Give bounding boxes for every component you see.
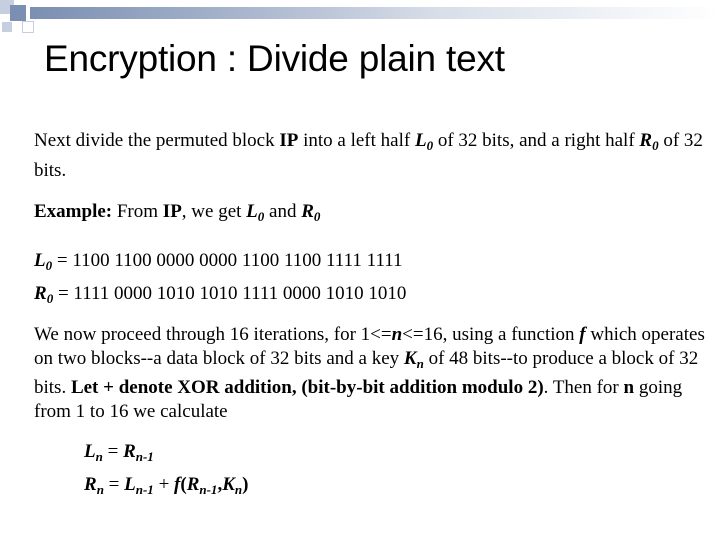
r0-value-line: $R_0 = 1111$ 0000 1010 1010 1111 0000 1010 1010 xyxy=(34,283,407,306)
block-values xyxy=(34,247,714,313)
deco-square-light-small xyxy=(2,22,12,32)
title-decoration xyxy=(0,0,720,34)
r0-symbol: $R_0$ xyxy=(639,130,659,153)
iterations-paragraph: We now proceed through 16 iterations, for 1<=n<=16, using a function f which operates on two blocks--a data block of 32 bits and a key $K_n$ of 48 bits--to produce a block of 32 bits. Let + denote XOR addition, (bit-by-bit addition modulo 2). Then for n going from 1 to 16 we calculate xyxy=(34,324,705,422)
l0-symbol: $L_0$ xyxy=(414,130,434,153)
l0-symbol: $L_0$ xyxy=(246,201,265,224)
kn-symbol: $K_n$ xyxy=(403,348,424,371)
deco-square-white xyxy=(22,21,34,33)
r0-symbol: $R_0$ xyxy=(301,201,321,224)
intro-paragraph: Next divide the permuted block IP into a left half $L_0$ of 32 bits, and a right half $R_0$ of 32 bits. xyxy=(34,130,703,181)
l0-value-line: $L_0 = 1100$ 1100 0000 0000 1100 1100 1111 1111 xyxy=(34,250,403,273)
deco-gradient-bar xyxy=(30,7,720,19)
deco-square-dark xyxy=(10,5,26,21)
formula-line-ln: $L_n = R_{n-1}$ xyxy=(84,441,154,464)
example-paragraph: Example: From IP, we get $L_0$ and $R_0$ xyxy=(34,201,321,224)
formula-line-rn: $R_n = L_{n-1} + f(R_{n-1},K_n)$ xyxy=(84,474,249,497)
round-formulas xyxy=(84,438,720,504)
slide-title: Encryption : Divide plain text xyxy=(44,38,505,79)
